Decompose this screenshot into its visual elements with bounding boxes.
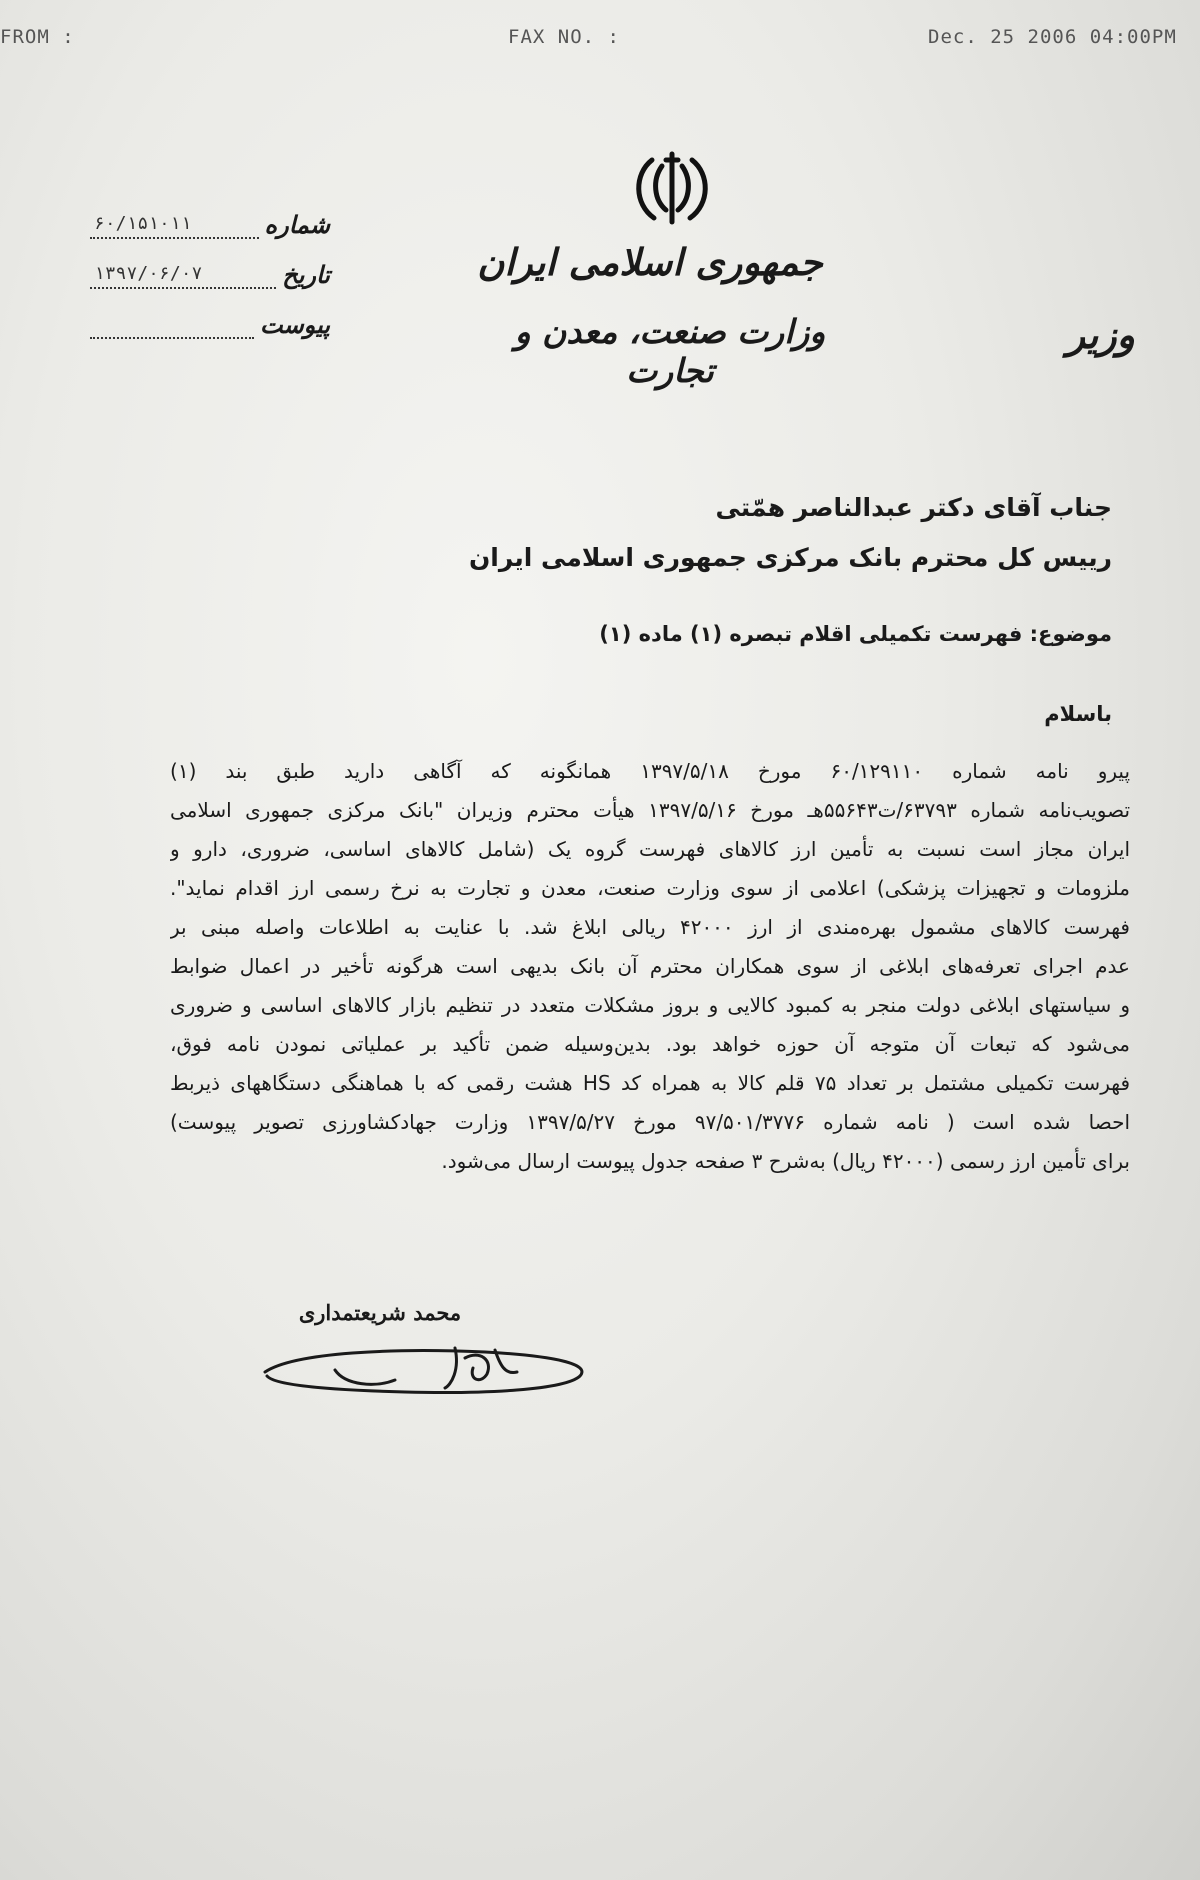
- body-line: ایران مجاز است نسبت به تأمین ارز کالاهای فهرست گروه یک (شامل کالاهای اساسی، ضروری، دارو و: [170, 837, 1130, 861]
- body-line: فهرست تکمیلی مشتمل بر تعداد ۷۵ قلم کالا به همراه کد HS هشت رقمی که با هماهنگی دستگاههای ذیربط: [170, 1071, 1130, 1095]
- meta-date-row: [90, 255, 330, 289]
- body-line: ملزومات و تجهیزات پزشکی) اعلامی از سوی وزارت صنعت، معدن و تجارت به نرخ رسمی ارز اقدام نماید".: [170, 876, 1130, 900]
- fax-number-label: FAX NO. :: [508, 26, 620, 48]
- signatory-name: محمد شریعتمداری: [298, 1300, 462, 1325]
- letter-body: [170, 752, 1130, 1181]
- meta-attachment-label: پیوست: [260, 310, 330, 339]
- minister-title: وزیر: [1066, 312, 1135, 357]
- body-line: تصویب‌نامه شماره ۶۳۷۹۳/ت۵۵۶۴۳هـ مورخ ۱۳۹۷/۵/۱۶ هیأت محترم وزیران "بانک مرکزی جمهوری اسلامی: [170, 798, 1130, 822]
- letter-greeting: باسلام: [1044, 702, 1112, 726]
- meta-number-value: ۶۰/۱۵۱۰۱۱: [90, 213, 259, 239]
- recipient-title: رییس کل محترم بانک مرکزی جمهوری اسلامی ایران: [468, 543, 1112, 572]
- iran-emblem-icon: [628, 148, 716, 228]
- fax-from-label: FROM :: [0, 26, 75, 48]
- body-line: عدم اجرای تعرفه‌های ابلاغی از سوی همکاران محترم آن بانک بدیهی است هرگونه تأخیر در اعمال ضوابط: [170, 954, 1130, 978]
- body-line: می‌شود که تبعات آن متوجه آن حوزه خواهد بود. بدین‌وسیله ضمن تأکید بر عملیاتی نمودن نامه فوق،: [170, 1032, 1130, 1056]
- body-line: و سیاستهای ابلاغی دولت منجر به کمبود کالایی و بروز مشکلات متعدد در تنظیم بازار کالاهای اساسی و ضروری: [170, 993, 1130, 1017]
- meta-number-row: [90, 205, 330, 239]
- body-line: فهرست کالاهای مشمول بهره‌مندی از ارز ۴۲۰۰۰ ریالی ابلاغ شد. با عنایت به اطلاعات واصله مبنی بر: [170, 915, 1130, 939]
- body-line: برای تأمین ارز رسمی (۴۲۰۰۰ ریال) به‌شرح ۳ صفحه جدول پیوست ارسال می‌شود.: [441, 1149, 1130, 1173]
- fax-date-stamp: Dec. 25 2006 04:00PM: [928, 26, 1177, 48]
- meta-number-label: شماره: [264, 210, 330, 239]
- meta-attachment-row: [90, 305, 330, 339]
- meta-date-value: ۱۳۹۷/۰۶/۰۷: [90, 263, 276, 289]
- recipient-name: جناب آقای دکتر عبدالناصر همّتی: [715, 493, 1112, 522]
- body-line: پیرو نامه شماره ۶۰/۱۲۹۱۱۰ مورخ ۱۳۹۷/۵/۱۸ همانگونه که آگاهی دارید طبق بند (۱): [170, 759, 1130, 783]
- letter-subject: موضوع: فهرست تکمیلی اقلام تبصره (۱) ماده (۱): [599, 622, 1112, 646]
- meta-date-label: تاریخ: [282, 260, 330, 289]
- meta-attachment-value: [90, 313, 254, 339]
- handwritten-signature: [255, 1330, 595, 1410]
- state-name-heading: جمهوری اسلامی ایران: [477, 240, 823, 284]
- body-line: احصا شده است ( نامه شماره ۹۷/۵۰۱/۳۷۷۶ مورخ ۱۳۹۷/۵/۲۷ وزارت جهادکشاورزی تصویر پیوست): [170, 1110, 1130, 1134]
- ministry-name-heading: وزارت صنعت، معدن و تجارت: [514, 312, 826, 390]
